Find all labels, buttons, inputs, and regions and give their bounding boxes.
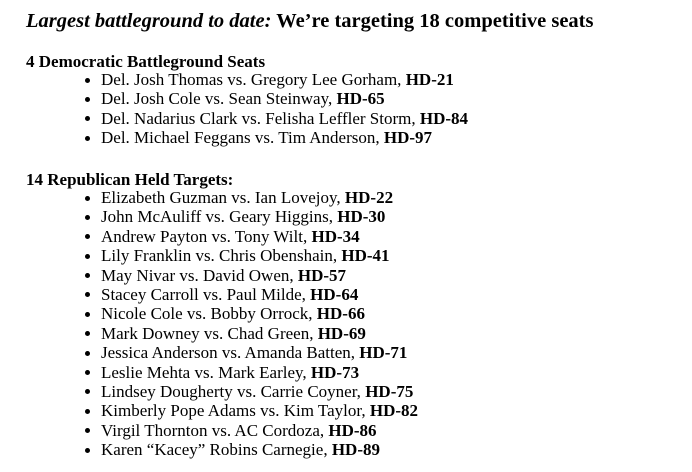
race-matchup: Del. Josh Thomas vs. Gregory Lee Gorham, [101,70,406,89]
district-label: HD-41 [341,246,390,266]
district-label: HD-75 [365,381,414,401]
race-matchup: Del. Josh Cole vs. Sean Steinway, [101,89,337,109]
race-matchup: Del. Nadarius Clark vs. Felisha Leffler Storm, [101,108,420,128]
race-matchup: Jessica Anderson vs. Amanda Batten, [101,343,360,363]
district-label: HD-65 [336,89,385,109]
list-item [0,324,418,343]
district-label: HD-30 [337,207,386,227]
race-matchup: Mark Downey vs. Chad Green, [101,323,318,343]
list-item [0,401,418,420]
list-item [0,207,418,226]
list-item [0,246,418,265]
district-label: HD-89 [331,440,380,460]
race-matchup: Andrew Payton vs. Tony Wilt, [101,226,312,246]
list-item [0,343,418,362]
list-item [0,109,468,128]
list-item [0,440,418,459]
district-label: HD-64 [310,284,359,304]
race-matchup: Lily Franklin vs. Chris Obenshain, [101,246,342,266]
headline-text: We’re targeting 18 competitive seats [276,10,594,32]
race-matchup: Karen “Kacey” Robins Carnegie, [101,440,332,460]
race-matchup: May Nivar vs. David Owen, [101,265,298,285]
district-label: HD-69 [317,323,366,343]
democratic-seats-heading: 4 Democratic Battleground Seats [26,52,266,71]
list-item [0,266,418,285]
race-matchup: Elizabeth Guzman vs. Ian Lovejoy, [101,188,345,207]
race-matchup: Lindsey Dougherty vs. Carrie Coyner, [101,381,366,401]
race-matchup: Del. Michael Feggans vs. Tim Anderson, [101,128,384,148]
list-item [0,421,418,440]
race-matchup: Leslie Mehta vs. Mark Earley, [101,362,311,382]
district-label: HD-34 [311,226,360,246]
district-label: HD-21 [405,70,454,89]
race-matchup: Stacey Carroll vs. Paul Milde, [101,284,311,304]
district-label: HD-71 [359,343,408,363]
district-label: HD-73 [310,362,360,382]
district-label: HD-97 [383,128,433,148]
race-matchup: John McAuliff vs. Geary Higgins, [101,207,338,227]
headline [26,9,593,33]
district-label: HD-86 [328,420,377,440]
race-matchup: Kimberly Pope Adams vs. Kim Taylor, [101,401,370,421]
list-item [0,304,418,323]
list-item [0,188,418,207]
list-item [0,128,468,147]
list-item [0,70,468,89]
democratic-seats-list [0,70,468,148]
list-item [0,382,418,401]
list-item [0,89,468,108]
headline-lead: Largest battleground to date: [26,10,272,32]
race-matchup: Virgil Thornton vs. AC Cordoza, [101,420,329,440]
district-label: HD-84 [419,108,469,128]
district-label: HD-66 [316,304,365,324]
district-label: HD-82 [369,401,419,421]
republican-targets-heading: 14 Republican Held Targets: [26,170,234,189]
district-label: HD-22 [344,188,394,207]
list-item [0,363,418,382]
district-label: HD-57 [297,265,347,285]
list-item [0,285,418,304]
race-matchup: Nicole Cole vs. Bobby Orrock, [101,304,317,324]
list-item [0,227,418,246]
republican-targets-list [0,188,418,459]
